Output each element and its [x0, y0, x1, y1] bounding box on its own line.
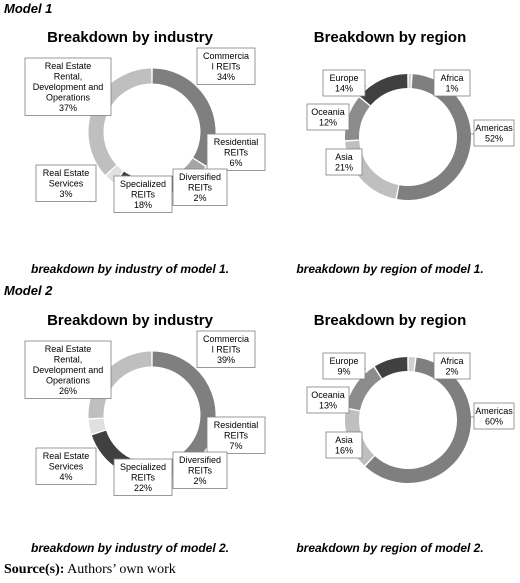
m1-industry-callout-0	[197, 48, 255, 85]
m2-industry-callout-5	[25, 341, 111, 399]
m2-region-value-4: 9%	[337, 366, 351, 377]
caption-industry-model-2: breakdown by industry of model 2.	[30, 541, 230, 555]
caption-region-model-2: breakdown by region of model 2.	[296, 541, 484, 555]
m1-industry-value-4: 3%	[59, 189, 73, 199]
m2-region-slice-0	[409, 357, 416, 371]
m1-region-callout-2	[326, 149, 362, 175]
m1-region-value-1: 52%	[484, 133, 504, 144]
model-2-label: Model 2	[4, 283, 53, 298]
m2-industry-value-5: 26%	[58, 386, 78, 396]
m2-region-label-4-0: Europe	[329, 356, 359, 366]
m1-industry-value-5: 37%	[58, 103, 78, 113]
m2-region-callout-4	[323, 353, 366, 379]
m2-industry-label-5-1: Rental,	[53, 354, 83, 365]
m1-region-value-3: 12%	[318, 117, 338, 128]
m2-industry-label-4-0: Real Estate	[42, 451, 90, 461]
m2-industry-label-5-0: Real Estate	[44, 344, 92, 354]
m2-industry-title: Breakdown by industry	[47, 312, 213, 329]
m2-industry-value-4: 4%	[59, 472, 73, 482]
m2-industry-label-1-0: Residential	[213, 420, 259, 430]
caption-industry-model-1: breakdown by industry of model 1.	[30, 262, 230, 276]
m2-region-slice-4	[375, 357, 407, 378]
m2-industry-label-4-1: Services	[48, 461, 84, 472]
m1-region-value-0: 1%	[445, 83, 459, 94]
m1-industry-callout-5	[25, 58, 111, 116]
m1-industry-callout-1	[205, 134, 265, 171]
m2-region-label-3-0: Oceania	[311, 390, 345, 400]
m2-industry-callout-4	[36, 448, 96, 485]
m1-region-label-2-0: Asia	[335, 152, 353, 162]
caption-region-model-1: breakdown by region of model 1.	[296, 262, 484, 276]
model-1-label: Model 1	[4, 1, 53, 16]
m1-industry-label-1-0: Residential	[213, 137, 259, 147]
m1-industry-label-3-0: Specialized	[119, 179, 167, 189]
source-text: Authors’ own work	[64, 562, 176, 577]
m2-region-value-2: 16%	[334, 445, 354, 456]
m1-industry-label-5-0: Real Estate	[44, 61, 92, 71]
m2-industry-callout-1	[205, 417, 265, 454]
industry-donut-chart-model-1	[0, 22, 260, 247]
m1-industry-label-1-1: REITs	[223, 147, 249, 158]
source-note	[4, 562, 176, 578]
m2-industry-label-1-1: REITs	[223, 430, 249, 441]
m2-region-label-2-0: Asia	[335, 435, 353, 445]
m1-industry-value-2: 2%	[193, 193, 207, 203]
m1-region-label-3-0: Oceania	[311, 107, 345, 117]
m2-industry-value-3: 22%	[133, 483, 153, 493]
m2-industry-callout-2	[173, 452, 227, 489]
m2-region-value-3: 13%	[318, 400, 338, 411]
m2-industry-label-0-1: l REITs	[211, 344, 241, 355]
m2-industry-value-2: 2%	[193, 476, 207, 486]
m1-industry-label-4-1: Services	[48, 178, 84, 189]
industry-donut-chart-model-2	[0, 305, 260, 530]
m2-industry-label-5-3: Operations	[45, 375, 91, 386]
m1-region-label-0-0: Africa	[440, 73, 464, 83]
m2-industry-label-3-0: Specialized	[119, 462, 167, 472]
m1-industry-label-3-1: REITs	[130, 189, 156, 200]
m1-region-callout-3	[307, 104, 352, 130]
m1-region-callout-1	[470, 120, 514, 146]
source-label: Source(s):	[4, 562, 65, 577]
m1-region-slice-0	[409, 74, 412, 88]
m1-region-label-4-0: Europe	[329, 73, 359, 83]
m1-industry-label-0-1: l REITs	[211, 61, 241, 72]
region-donut-chart-model-2	[260, 305, 520, 530]
m1-region-callout-4	[323, 70, 366, 96]
m1-region-title: Breakdown by region	[313, 29, 467, 46]
m2-industry-label-0-0: Commercia	[202, 334, 250, 344]
m2-industry-label-2-1: REITs	[187, 465, 213, 476]
region-donut-chart-model-1	[260, 22, 520, 247]
m1-industry-value-1: 6%	[229, 158, 243, 168]
m2-region-label-0-0: Africa	[440, 356, 464, 366]
m1-industry-label-4-0: Real Estate	[42, 168, 90, 178]
m1-industry-value-0: 34%	[216, 72, 236, 82]
m1-region-label-1-0: Americas	[475, 123, 513, 133]
m2-region-value-1: 60%	[484, 416, 504, 427]
m1-industry-callout-2	[173, 169, 227, 206]
m2-region-callout-2	[326, 432, 362, 458]
m1-region-slice-4	[360, 74, 407, 105]
m1-industry-callout-4	[36, 165, 96, 202]
m2-region-label-1-0: Americas	[475, 406, 513, 416]
m1-industry-label-5-3: Operations	[45, 92, 91, 103]
m1-industry-label-5-1: Rental,	[53, 71, 83, 82]
m2-industry-callout-0	[197, 331, 255, 368]
m1-industry-label-2-1: REITs	[187, 182, 213, 193]
m2-industry-value-1: 7%	[229, 441, 243, 451]
m1-industry-callout-3	[114, 176, 172, 213]
m2-region-callout-1	[470, 403, 514, 429]
m2-region-callout-3	[307, 387, 352, 413]
m2-region-title: Breakdown by region	[313, 312, 467, 329]
m2-region-value-0: 2%	[445, 366, 459, 377]
m1-industry-label-5-2: Development and	[32, 82, 104, 92]
m1-industry-label-2-0: Diversified	[178, 172, 222, 182]
m2-industry-slice-0	[153, 352, 216, 464]
m2-industry-label-2-0: Diversified	[178, 455, 222, 465]
m1-industry-label-0-0: Commercia	[202, 51, 250, 61]
m1-industry-value-3: 18%	[133, 200, 153, 210]
m2-industry-value-0: 39%	[216, 355, 236, 365]
m2-industry-label-3-1: REITs	[130, 472, 156, 483]
m1-industry-title: Breakdown by industry	[47, 29, 213, 46]
m1-region-value-4: 14%	[334, 83, 354, 94]
m2-industry-label-5-2: Development and	[32, 365, 104, 375]
m2-industry-callout-3	[114, 459, 172, 496]
m1-region-value-2: 21%	[334, 162, 354, 173]
